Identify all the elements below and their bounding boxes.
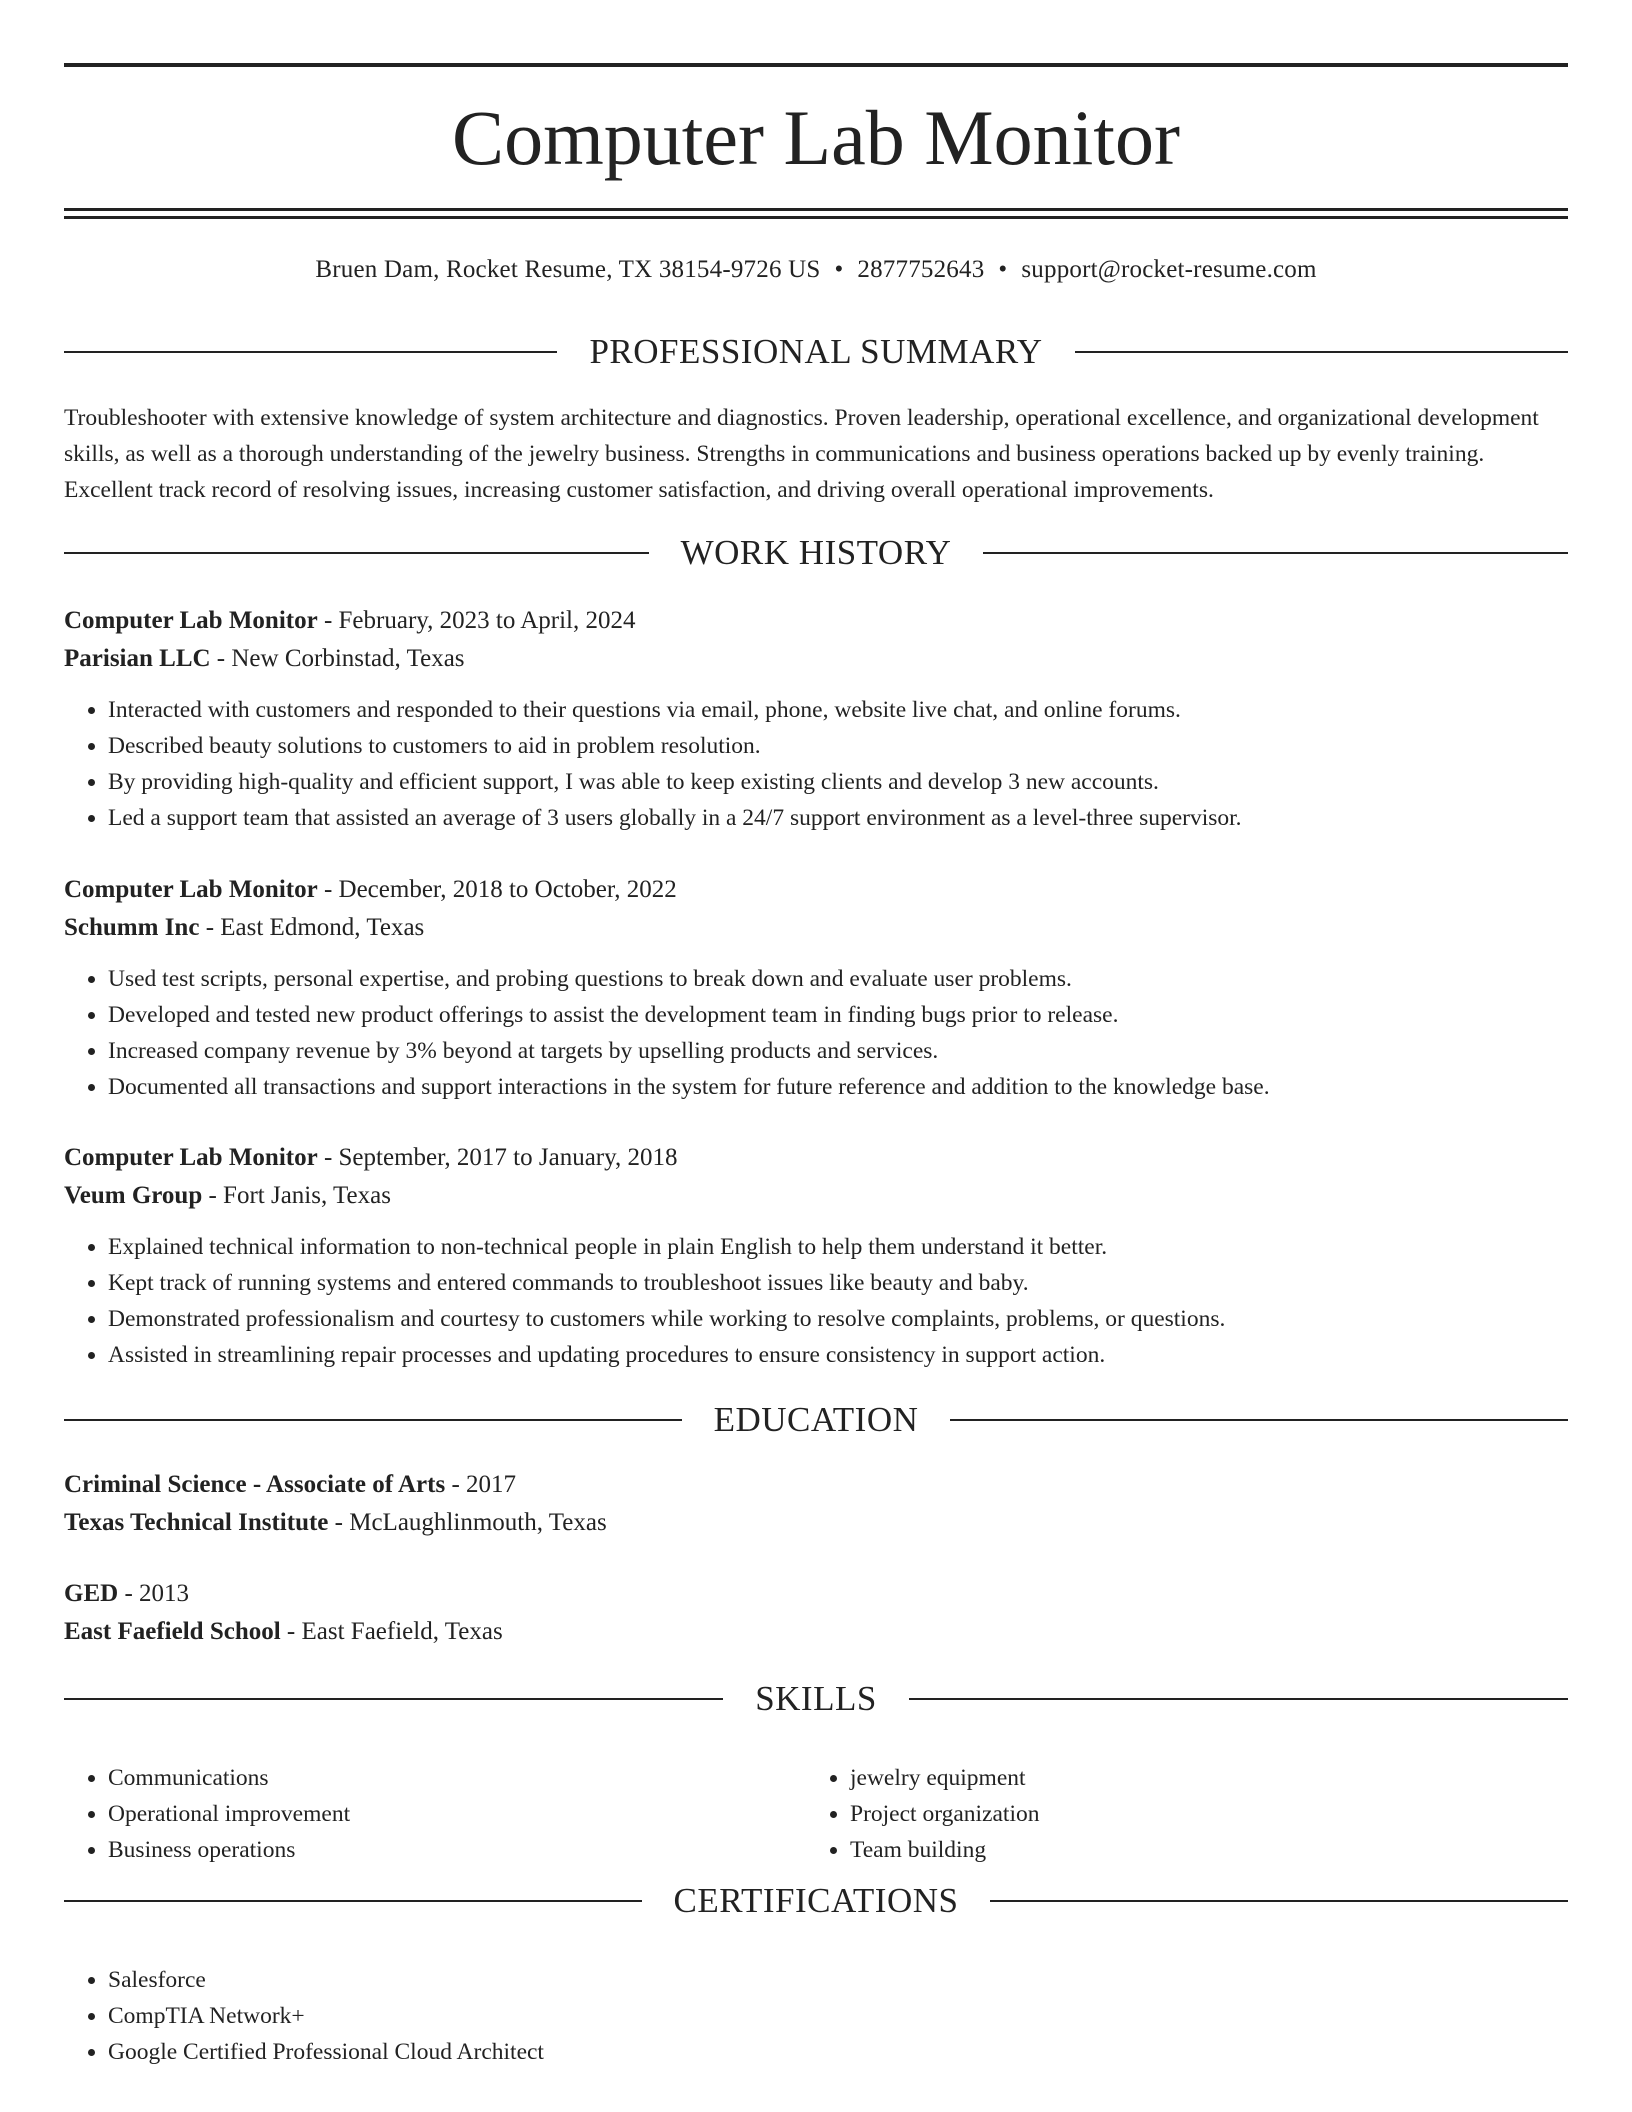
education-school-line: [64, 1613, 1568, 1651]
contact-phone: 2877752643: [857, 256, 985, 283]
job-bullet: • Demonstrated professionalism and courtesy to customers while working to resolve complaints, problems, or questions.: [108, 1301, 1568, 1337]
section-heading-work-history: [64, 531, 1568, 575]
skill-item: • Business operations: [108, 1832, 806, 1868]
heading-rule: [64, 351, 557, 353]
job-title: Computer Lab Monitor: [64, 607, 318, 634]
section-heading-education: [64, 1398, 1568, 1442]
section-title: PROFESSIONAL SUMMARY: [589, 332, 1043, 371]
heading-rule: [990, 1900, 1568, 1902]
education-degree: GED: [64, 1580, 119, 1607]
certification-item: • Salesforce: [108, 1962, 1568, 1998]
job-title: Computer Lab Monitor: [64, 876, 318, 903]
skills-column-left: [64, 1760, 806, 1868]
education-school: Texas Technical Institute: [64, 1509, 329, 1536]
job-entry: [64, 602, 1568, 836]
job-dates: - December, 2018 to October, 2022: [317, 876, 677, 903]
skill-item: • Operational improvement: [108, 1796, 806, 1832]
job-entry: [64, 871, 1568, 1105]
job-bullet: • Interacted with customers and responded to their questions via email, phone, website live chat, and online forums.: [108, 692, 1568, 728]
education-location: - East Faefield, Texas: [280, 1618, 503, 1645]
certification-item: • Google Certified Professional Cloud Architect: [108, 2034, 1568, 2070]
job-company-line: [64, 909, 1568, 947]
job-title: Computer Lab Monitor: [64, 1144, 318, 1171]
heading-rule: [64, 1900, 642, 1902]
job-company: Veum Group: [64, 1182, 203, 1209]
contact-address: Bruen Dam, Rocket Resume, TX 38154-9726 US: [315, 256, 821, 283]
certifications-items: [64, 1962, 1568, 2070]
contact-line: [64, 254, 1568, 286]
skill-item: • jewelry equipment: [850, 1760, 1548, 1796]
job-bullet: • Kept track of running systems and entered commands to troubleshoot issues like beauty and baby.: [108, 1265, 1568, 1301]
education-degree-line: [64, 1466, 1568, 1504]
section-heading-summary: [64, 330, 1568, 374]
certifications-list: [64, 1962, 1568, 2070]
heading-rule: [909, 1698, 1568, 1700]
job-entry: [64, 1139, 1568, 1373]
job-company-line: [64, 640, 1568, 678]
job-bullet: • Used test scripts, personal expertise, and probing questions to break down and evaluate user problems.: [108, 961, 1568, 997]
contact-separator: •: [998, 256, 1008, 283]
section-title: CERTIFICATIONS: [673, 1881, 959, 1920]
summary-text: Troubleshooter with extensive knowledge of system architecture and diagnostics. Proven leadership, operational excellence, and organizational development skills, as well as a thorough understanding of the jewelry business. Strengths in communications and business operations backed up by evenly training. Excellent track record of resolving issues, increasing customer satisfaction, and driving overall operational improvements.: [64, 405, 1539, 503]
education-entry: [64, 1466, 1568, 1542]
job-bullet: • Documented all transactions and support interactions in the system for future reference and addition to the knowledge base.: [108, 1069, 1568, 1105]
skill-item: • Team building: [850, 1832, 1548, 1868]
education-school-line: [64, 1504, 1568, 1542]
education-degree-line: [64, 1575, 1568, 1613]
job-location: - East Edmond, Texas: [199, 914, 425, 941]
job-bullet: • Described beauty solutions to customers to aid in problem resolution.: [108, 728, 1568, 764]
section-title: EDUCATION: [713, 1400, 919, 1439]
job-title-line: [64, 602, 1568, 640]
certification-item: • CompTIA Network+: [108, 1998, 1568, 2034]
job-bullets: [64, 961, 1568, 1105]
skills-column-right: [806, 1760, 1548, 1868]
heading-rule: [64, 1419, 682, 1421]
job-bullet: • Assisted in streamlining repair processes and updating procedures to ensure consistency in support action.: [108, 1337, 1568, 1373]
header-double-rule: [64, 208, 1568, 219]
education-year: - 2017: [445, 1471, 517, 1498]
heading-rule: [64, 552, 649, 554]
job-bullet: • Explained technical information to non-technical people in plain English to help them understand it better.: [108, 1229, 1568, 1265]
job-dates: - September, 2017 to January, 2018: [317, 1144, 678, 1171]
section-title: WORK HISTORY: [680, 533, 952, 572]
job-company: Schumm Inc: [64, 914, 200, 941]
job-bullet: • Increased company revenue by 3% beyond at targets by upselling products and services.: [108, 1033, 1568, 1069]
heading-rule: [983, 552, 1568, 554]
education-year: - 2013: [118, 1580, 190, 1607]
heading-rule: [64, 1698, 723, 1700]
job-title-line: [64, 1139, 1568, 1177]
job-company: Parisian LLC: [64, 645, 211, 672]
top-rule: [64, 63, 1568, 67]
contact-separator: •: [834, 256, 844, 283]
section-title: SKILLS: [755, 1679, 877, 1718]
job-dates: - February, 2023 to April, 2024: [317, 607, 636, 634]
skill-item: • Project organization: [850, 1796, 1548, 1832]
education-location: - McLaughlinmouth, Texas: [328, 1509, 607, 1536]
heading-rule: [1075, 351, 1568, 353]
section-heading-certifications: [64, 1879, 1568, 1923]
education-degree: Criminal Science - Associate of Arts: [64, 1471, 446, 1498]
job-bullet: • Developed and tested new product offerings to assist the development team in finding bugs prior to release.: [108, 997, 1568, 1033]
job-bullets: [64, 1229, 1568, 1373]
skills-list: [64, 1760, 1568, 1868]
job-bullet: • By providing high-quality and efficient support, I was able to keep existing clients and develop 3 new accounts.: [108, 764, 1568, 800]
education-school: East Faefield School: [64, 1618, 281, 1645]
job-company-line: [64, 1177, 1568, 1215]
job-bullets: [64, 692, 1568, 836]
section-heading-skills: [64, 1677, 1568, 1721]
contact-email: support@rocket-resume.com: [1021, 256, 1317, 283]
skill-item: • Communications: [108, 1760, 806, 1796]
heading-rule: [950, 1419, 1568, 1421]
education-entry: [64, 1575, 1568, 1651]
job-location: - New Corbinstad, Texas: [210, 645, 465, 672]
resume-name: Computer Lab Monitor: [452, 94, 1180, 181]
job-location: - Fort Janis, Texas: [202, 1182, 391, 1209]
job-title-line: [64, 871, 1568, 909]
job-bullet: • Led a support team that assisted an average of 3 users globally in a 24/7 support environment as a level-three supervisor.: [108, 800, 1568, 836]
